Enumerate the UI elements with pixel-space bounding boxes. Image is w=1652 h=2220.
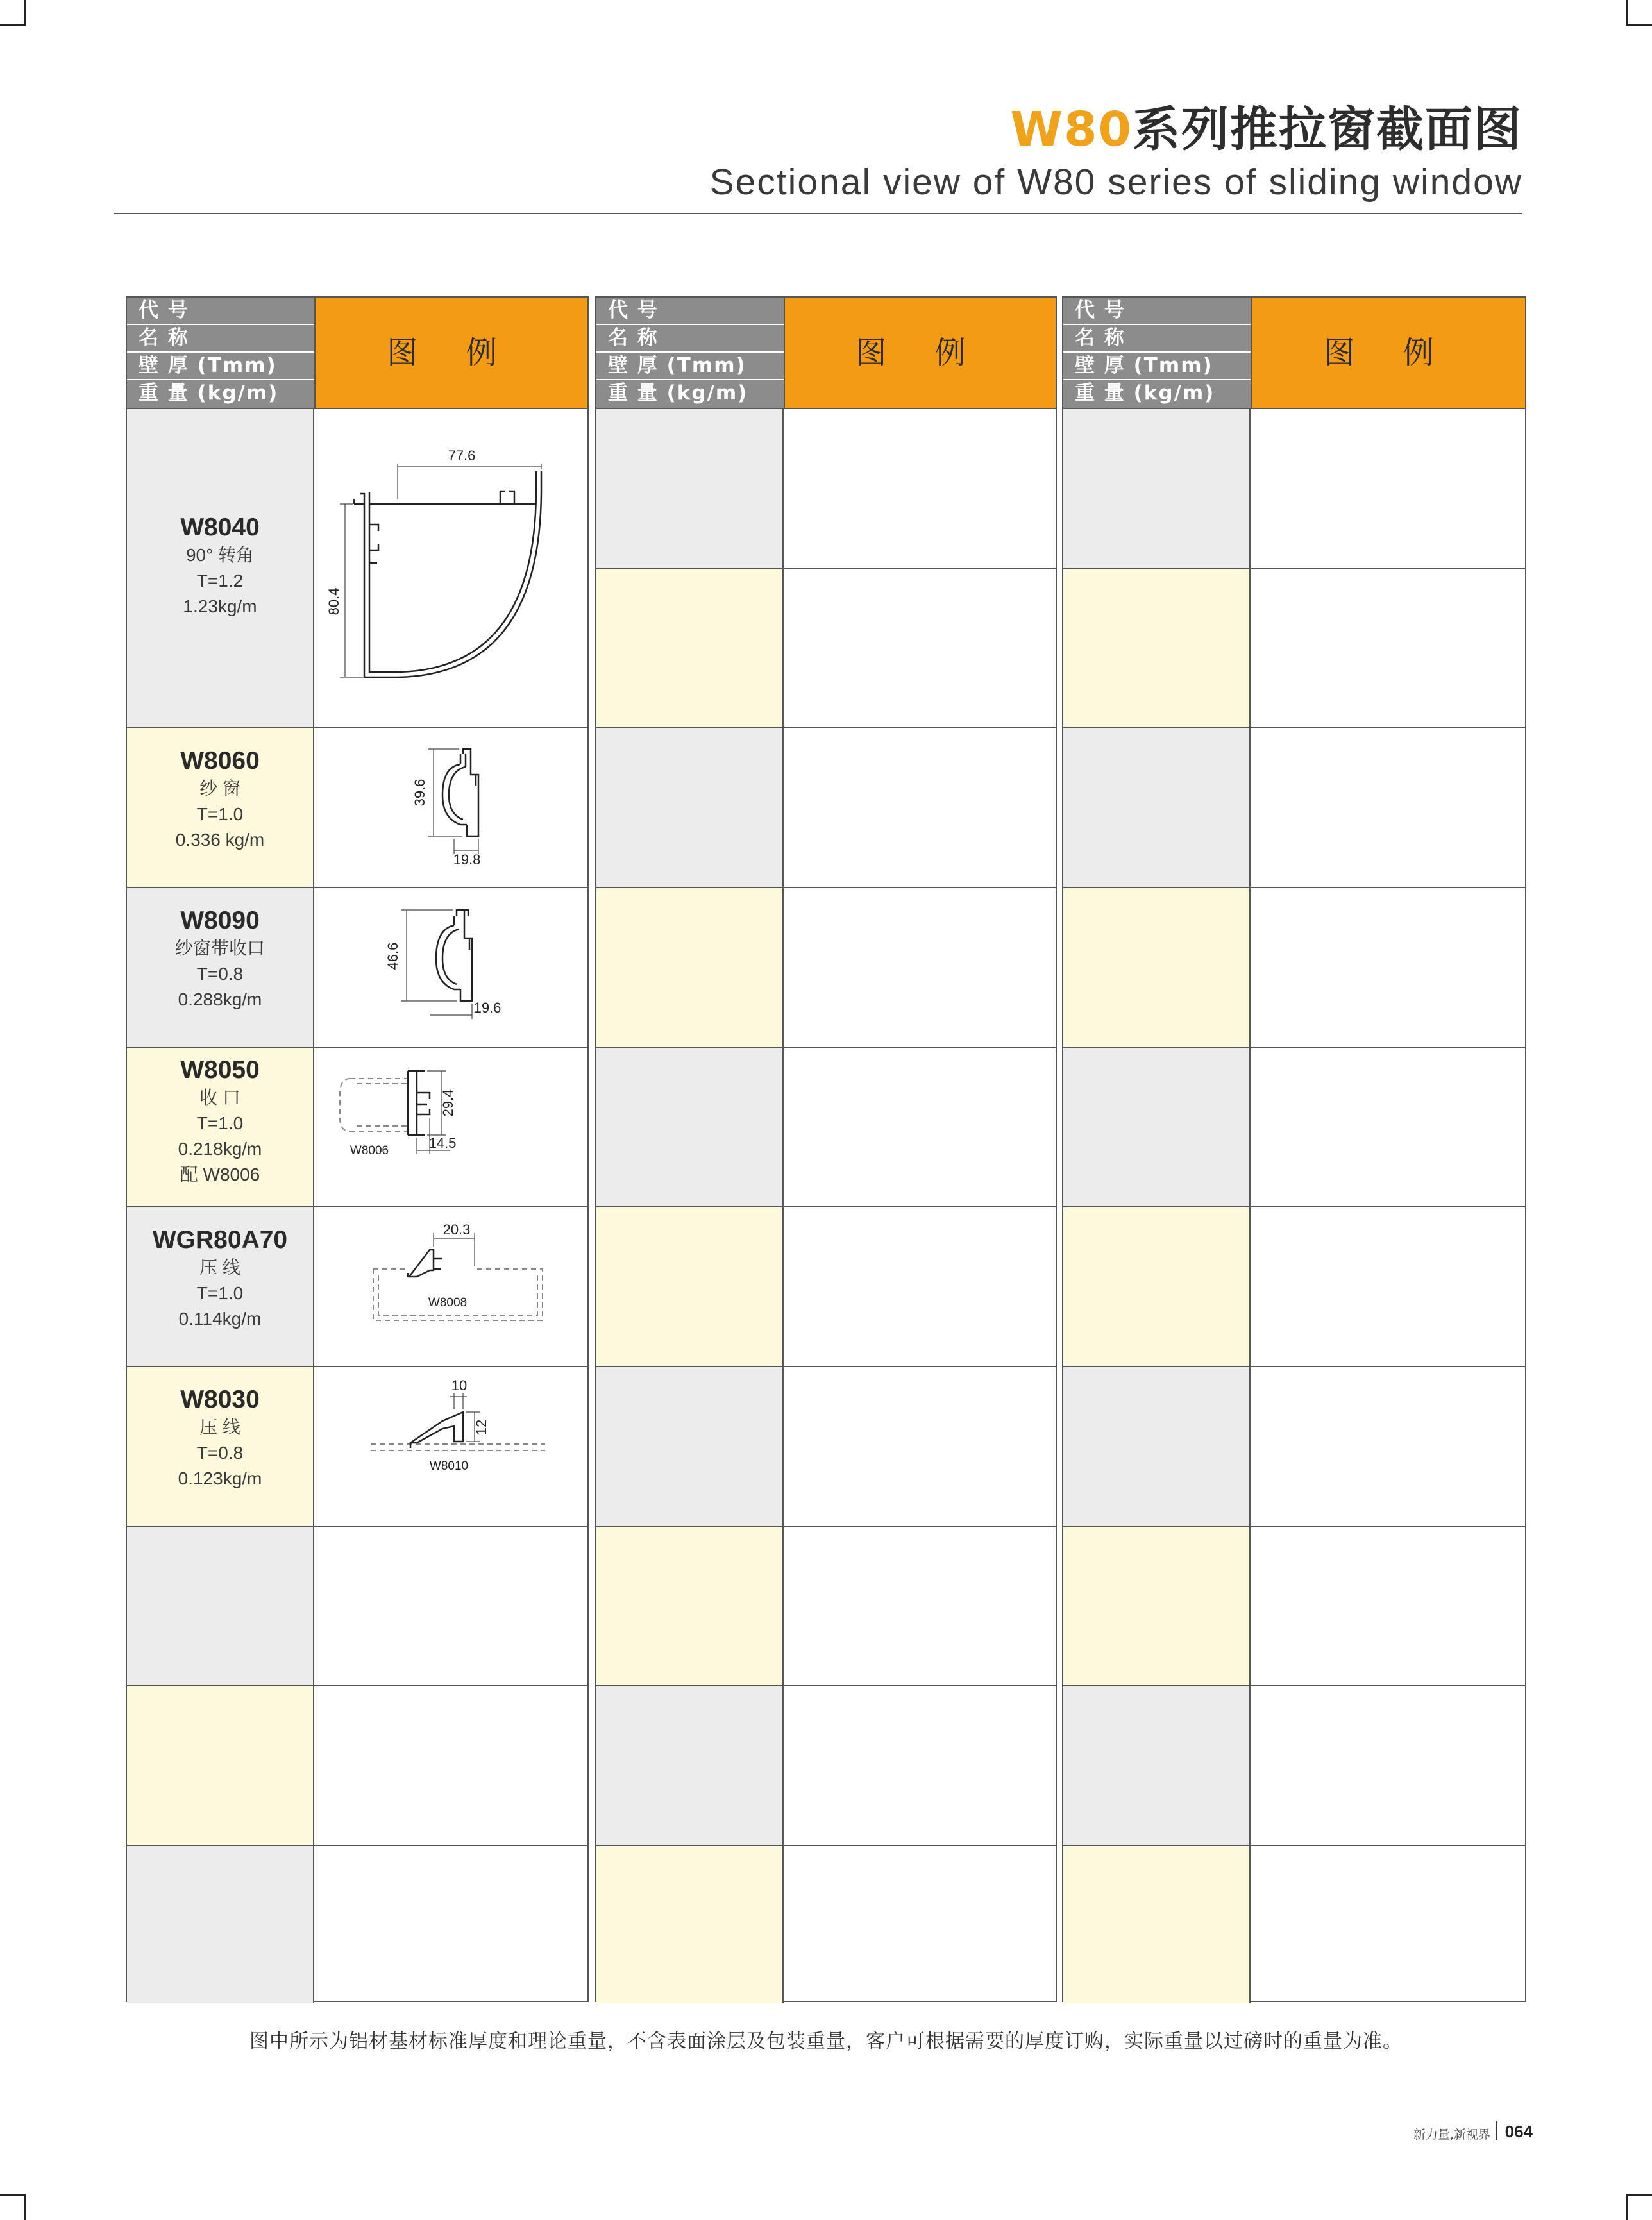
product-weight: 0.336 kg/m [175, 830, 265, 850]
dim-height: 46.6 [385, 942, 401, 970]
header-name-label: 名 称 [127, 325, 314, 353]
empty-row [1063, 568, 1525, 727]
dim-width: 77.6 [448, 448, 476, 464]
empty-row [596, 1366, 1056, 1526]
product-weight: 0.114kg/m [178, 1309, 262, 1329]
product-row-w8030 [127, 1366, 587, 1526]
product-row-wgr80a70 [127, 1206, 587, 1366]
product-figure-cell [314, 1207, 587, 1366]
empty-row [1063, 727, 1525, 887]
empty-row [127, 1526, 587, 1685]
crop-mark-bottom-left-h [0, 2194, 26, 2196]
empty-row [1063, 1206, 1525, 1366]
product-weight: 0.288kg/m [178, 989, 262, 1009]
dim-height: 12 [473, 1419, 489, 1436]
empty-row [596, 1685, 1056, 1845]
dim-height: 39.6 [412, 778, 428, 807]
empty-row [596, 727, 1056, 887]
header-legend-label: 图 例 [1251, 298, 1525, 408]
product-name: 收 口 [199, 1088, 240, 1107]
empty-row [1063, 887, 1525, 1047]
product-info-cell [127, 409, 314, 727]
empty-row [596, 1526, 1056, 1685]
catalog-panel-3 [1062, 296, 1526, 2002]
product-code: W8040 [180, 514, 260, 541]
product-info-cell [127, 1367, 314, 1526]
product-name: 纱 窗 [199, 778, 240, 798]
ref-profile-label: W8008 [428, 1296, 468, 1309]
product-weight: 0.218kg/m [178, 1139, 262, 1159]
header-code-label: 代 号 [127, 298, 314, 325]
product-name: 压 线 [199, 1417, 240, 1437]
footer-disclaimer: 图中所示为铝材基材标准厚度和理论重量，不含表面涂层及包装重量，客户可根据需要的厚度订购，实际重量以过磅时的重量为准。 [249, 2030, 1403, 2053]
product-figure-cell [314, 1048, 587, 1206]
catalog-panel-1 [126, 296, 589, 2002]
crop-mark-top-right-h [1626, 24, 1652, 26]
title-model-prefix: W80 [1010, 102, 1133, 157]
product-code: WGR80A70 [152, 1226, 288, 1254]
dim-width: 10 [451, 1377, 468, 1393]
empty-row [596, 1047, 1056, 1206]
crop-mark-bottom-right-h [1626, 2194, 1652, 2196]
product-thickness: T=0.8 [196, 1443, 244, 1463]
product-weight: 0.123kg/m [178, 1468, 262, 1488]
product-thickness: T=1.0 [196, 1113, 244, 1133]
product-thickness: T=1.0 [196, 1283, 244, 1303]
profile-drawing-w8060 [314, 728, 589, 887]
dim-width: 19.6 [473, 1000, 501, 1016]
empty-row [1063, 1685, 1525, 1845]
ref-profile-label: W8006 [350, 1144, 389, 1157]
ref-profile-label: W8010 [429, 1459, 469, 1473]
empty-row [596, 887, 1056, 1047]
profile-drawing-w8030 [314, 1367, 589, 1526]
title-cn-text: 系列推拉窗截面图 [1133, 102, 1522, 157]
crop-mark-top-left-v [24, 0, 26, 26]
catalog-panel-2 [595, 296, 1057, 2002]
product-code: W8030 [180, 1386, 260, 1413]
crop-mark-bottom-left-v [24, 2194, 26, 2220]
product-name: 纱窗带收口 [174, 938, 265, 958]
header-fields [127, 298, 314, 408]
dim-height: 29.4 [440, 1089, 456, 1117]
empty-row [596, 1845, 1056, 2003]
page-number-divider [1496, 2121, 1497, 2140]
product-thickness: T=0.8 [196, 964, 244, 984]
profile-drawing-wgr80a70 [314, 1207, 589, 1366]
product-row-w8040 [127, 408, 587, 727]
product-figure-cell [314, 1367, 587, 1526]
header-legend-label: 图 例 [314, 298, 587, 408]
product-name: 90° 转角 [185, 545, 255, 565]
product-code: W8050 [180, 1056, 260, 1084]
product-info-cell [127, 1207, 314, 1366]
header-fields: 代 号 名 称 壁 厚 (Tmm) 重 量 (kg/m) [1063, 298, 1251, 408]
header-thickness-label: 壁 厚 (Tmm) [127, 353, 314, 380]
page-title-cn [1010, 102, 1522, 157]
dim-width: 19.8 [453, 852, 481, 868]
product-figure-cell [314, 888, 587, 1047]
brand-slogan: 新力量,新视界 [1413, 2128, 1490, 2142]
profile-drawing-w8090 [314, 888, 589, 1047]
page-title-en: Sectional view of W80 series of sliding window [709, 162, 1522, 203]
empty-row [1063, 408, 1525, 568]
product-figure-cell [314, 728, 587, 887]
header-fields: 代 号 名 称 壁 厚 (Tmm) 重 量 (kg/m) [596, 298, 784, 408]
product-figure-cell [314, 409, 587, 727]
empty-row [1063, 1366, 1525, 1526]
product-thickness: T=1.0 [196, 804, 244, 824]
empty-row [127, 1685, 587, 1845]
product-info-cell [127, 728, 314, 887]
dim-width: 20.3 [442, 1222, 471, 1238]
empty-row [596, 1206, 1056, 1366]
product-code: W8060 [180, 747, 260, 775]
header-legend-label: 图 例 [784, 298, 1056, 408]
product-weight: 1.23kg/m [183, 596, 257, 616]
profile-drawing-w8050 [314, 1048, 589, 1206]
product-code: W8090 [180, 907, 260, 934]
dim-width: 14.5 [428, 1135, 457, 1151]
empty-row [1063, 1845, 1525, 2003]
title-divider [114, 213, 1522, 214]
crop-mark-bottom-right-v [1626, 2194, 1628, 2220]
product-pairing: 配 W8006 [180, 1165, 260, 1184]
crop-mark-top-right-v [1626, 0, 1628, 26]
empty-row [596, 408, 1056, 568]
product-info-cell [127, 1048, 314, 1206]
empty-row [596, 568, 1056, 727]
empty-row [1063, 1047, 1525, 1206]
product-row-w8060 [127, 727, 587, 887]
empty-row [1063, 1526, 1525, 1685]
product-row-w8050 [127, 1047, 587, 1206]
product-row-w8090 [127, 887, 587, 1047]
profile-drawing-w8040 [314, 409, 589, 727]
dim-height: 80.4 [326, 587, 342, 616]
product-thickness: T=1.2 [196, 571, 244, 591]
product-info-cell [127, 888, 314, 1047]
page-number: 064 [1504, 2122, 1533, 2141]
empty-row [127, 1845, 587, 2003]
crop-mark-top-left-h [0, 24, 26, 26]
product-name: 压 线 [199, 1257, 240, 1277]
header-weight-label: 重 量 (kg/m) [139, 382, 279, 405]
